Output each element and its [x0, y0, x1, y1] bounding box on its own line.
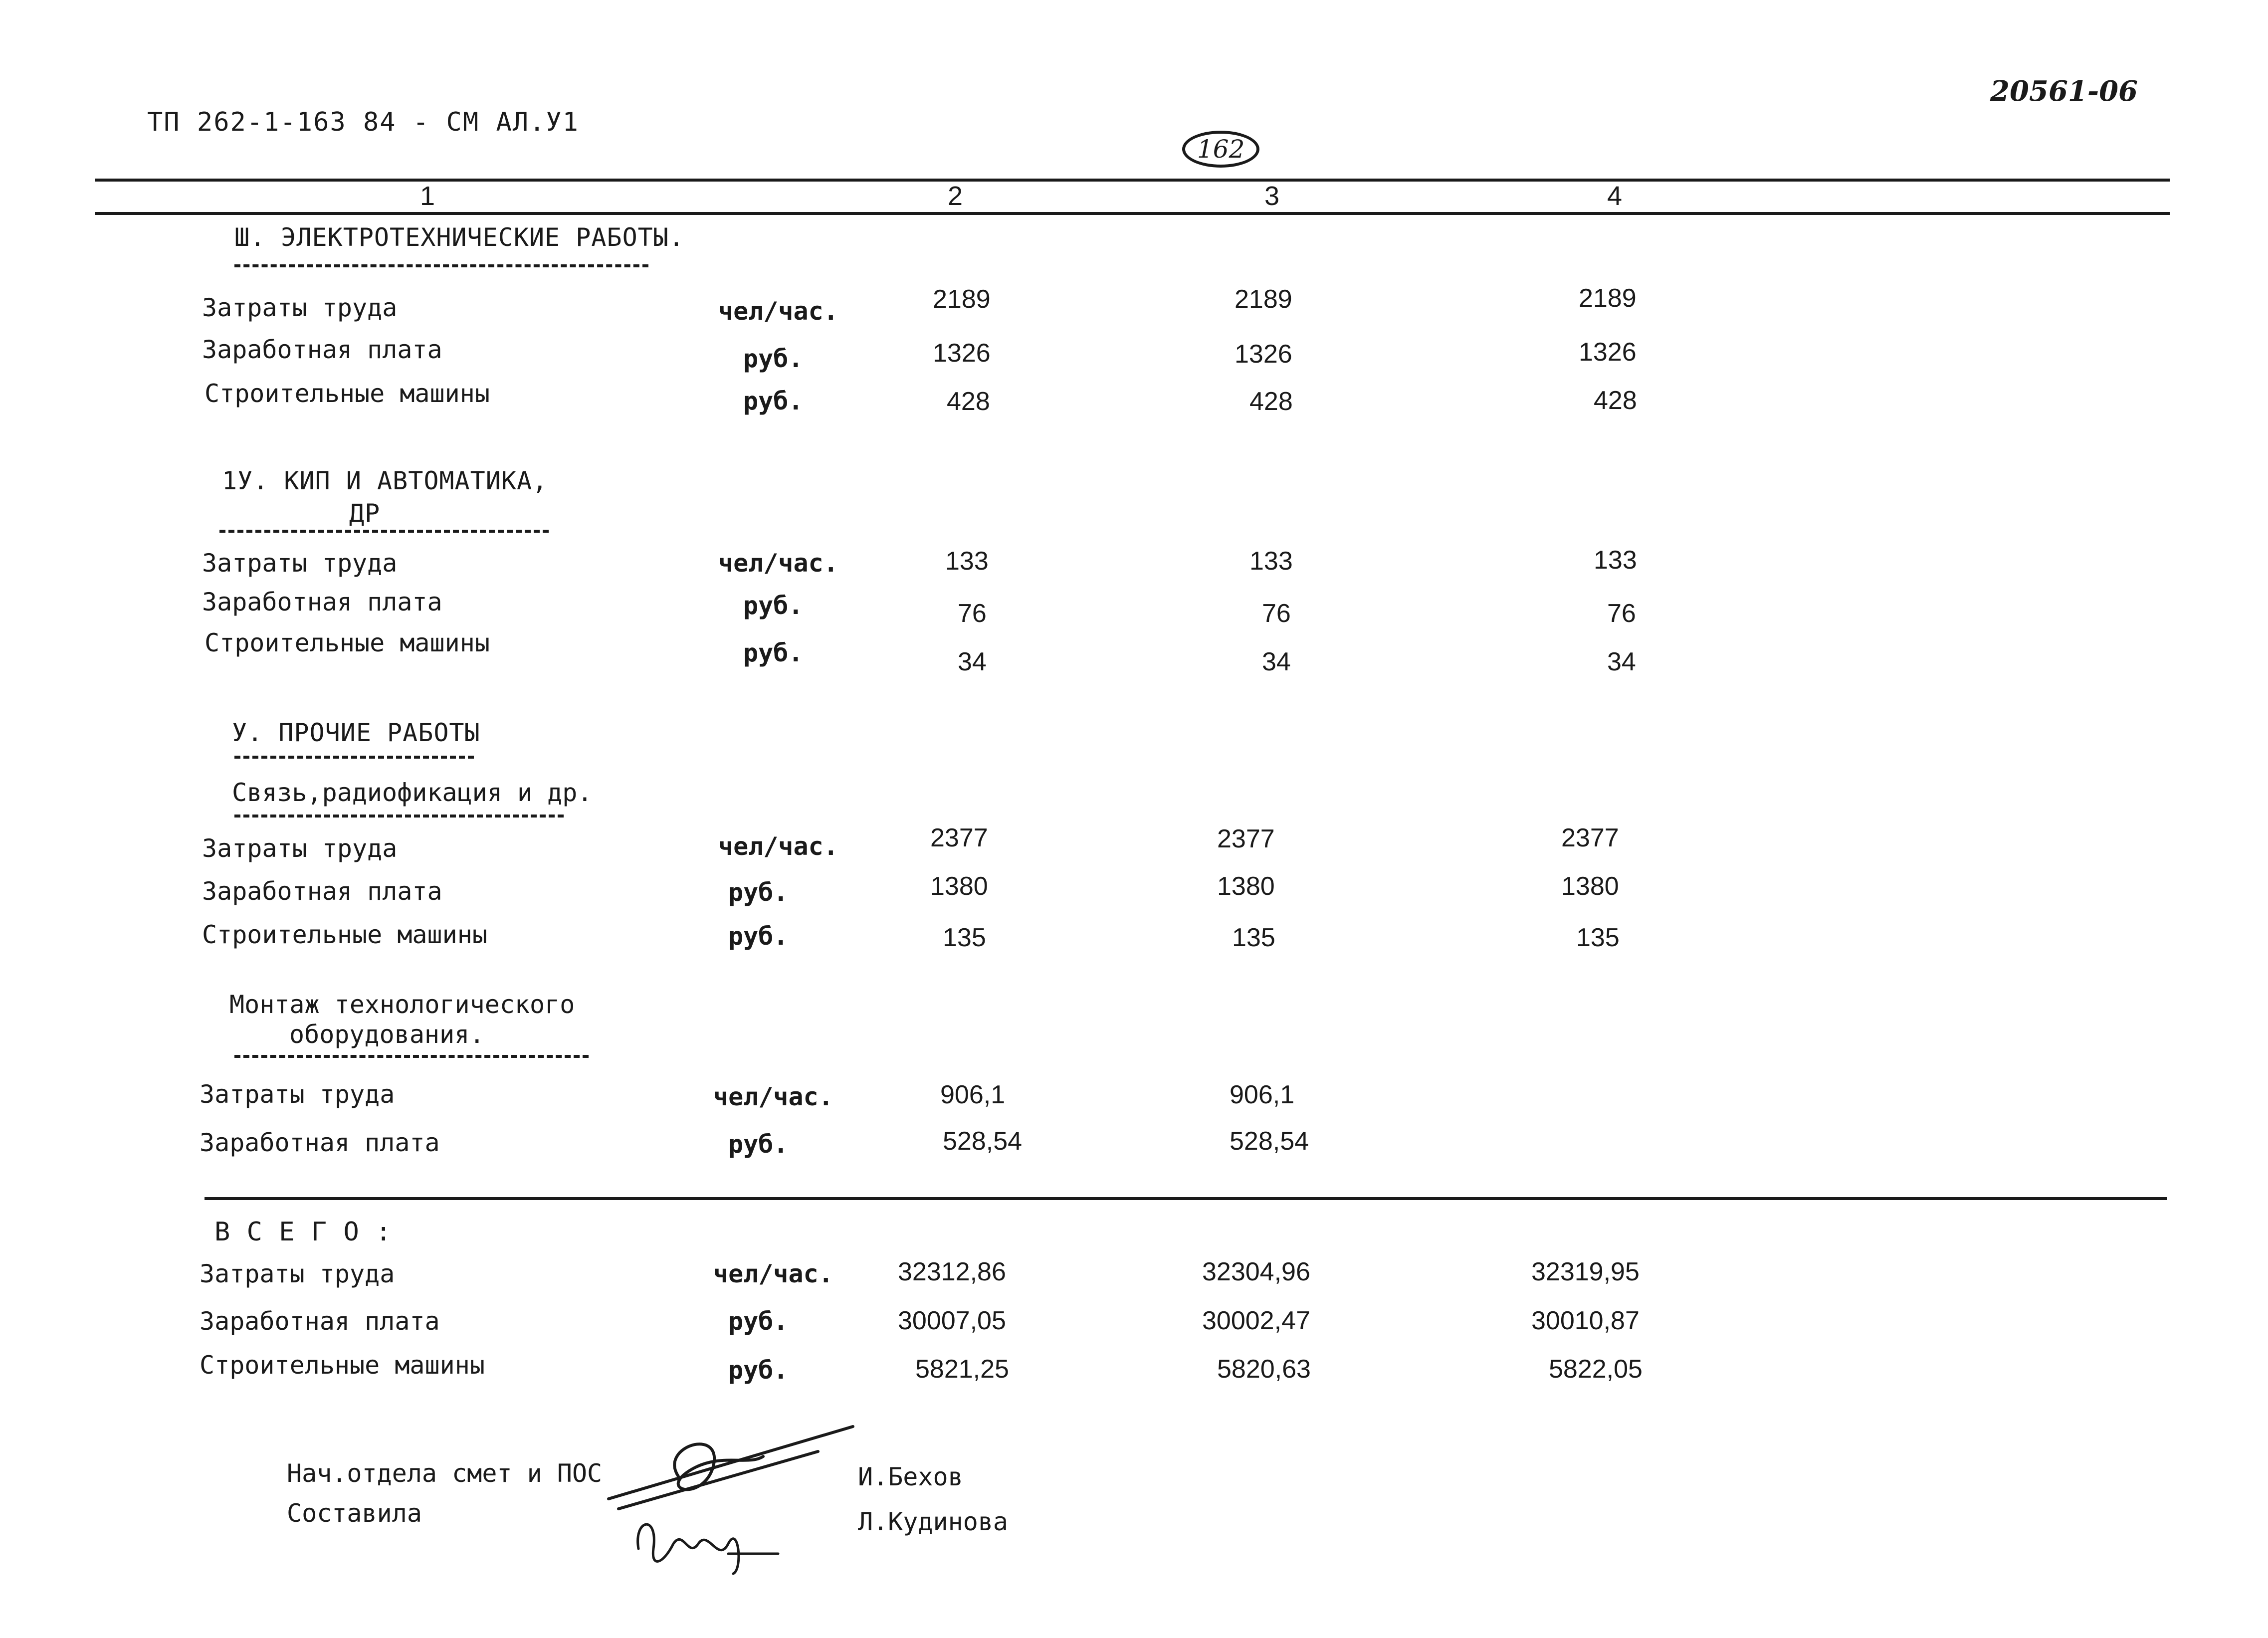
cell-col3: 2189	[1235, 285, 1292, 314]
cell-col3: 5820,63	[1217, 1355, 1311, 1384]
row-unit: руб.	[743, 387, 804, 415]
row-unit: руб.	[728, 1307, 789, 1336]
cell-col3: 1380	[1217, 872, 1275, 901]
section-title-electrical: Ш. ЭЛЕКТРОТЕХНИЧЕСКИЕ РАБОТЫ.	[234, 223, 684, 252]
cell-col2: 906,1	[940, 1080, 1006, 1109]
cell-col4: 133	[1594, 546, 1637, 575]
section-title-kip-cont: ДР	[349, 499, 381, 528]
column-header-1: 1	[420, 181, 435, 211]
row-label: Заработная плата	[200, 1128, 440, 1157]
section-underline	[234, 264, 648, 267]
row-unit: чел/час.	[718, 832, 838, 861]
cell-col2: 2377	[930, 823, 988, 852]
signatory-name: И.Бехов	[858, 1462, 963, 1491]
cell-col2: 1380	[930, 872, 988, 901]
row-label: Заработная плата	[202, 877, 442, 906]
cell-col2: 76	[958, 599, 987, 628]
row-unit: руб.	[743, 591, 804, 620]
row-label: Затраты труда	[200, 1080, 395, 1109]
cell-col2: 32312,86	[898, 1257, 1006, 1286]
cell-col4: 428	[1594, 386, 1637, 415]
cell-col3: 76	[1262, 599, 1291, 628]
cell-col2: 2189	[933, 285, 991, 314]
section-title-equipment: Монтаж технологического	[229, 990, 575, 1019]
header-rule-top	[95, 179, 2170, 182]
cell-col3: 528,54	[1230, 1127, 1309, 1156]
row-unit: руб.	[728, 1356, 789, 1385]
cell-col3: 135	[1232, 923, 1275, 952]
cell-col4: 2189	[1579, 284, 1637, 313]
cell-col3: 30002,47	[1202, 1306, 1310, 1335]
cell-col3: 428	[1249, 387, 1293, 416]
row-label: Строительные машины	[200, 1351, 485, 1380]
cell-col3: 906,1	[1230, 1080, 1295, 1109]
row-unit: чел/час.	[713, 1259, 833, 1288]
handwritten-signature-compiler	[628, 1509, 798, 1579]
row-unit: руб.	[728, 922, 789, 951]
row-label: Заработная плата	[202, 588, 442, 616]
row-label: Затраты труда	[200, 1259, 395, 1288]
cell-col4: 76	[1607, 599, 1636, 628]
cell-col3: 34	[1262, 647, 1291, 676]
cell-col4: 32319,95	[1531, 1257, 1640, 1286]
cell-col4: 1326	[1579, 338, 1637, 367]
row-label: Затраты труда	[202, 834, 398, 863]
cell-col2: 30007,05	[898, 1306, 1006, 1335]
cell-col2: 5821,25	[915, 1355, 1009, 1384]
column-header-2: 2	[948, 181, 963, 211]
cell-col2: 1326	[933, 339, 991, 368]
row-label: Затраты труда	[202, 293, 398, 322]
cell-col3: 1326	[1235, 340, 1292, 369]
column-header-4: 4	[1607, 181, 1623, 211]
row-label: Затраты труда	[202, 549, 398, 578]
handwritten-signature-head	[599, 1417, 868, 1516]
signatory-name: Л.Кудинова	[858, 1507, 1009, 1536]
row-label: Заработная плата	[200, 1307, 440, 1336]
signatory-role: Нач.отдела смет и ПОС	[287, 1459, 603, 1488]
section-title-other: У. ПРОЧИЕ РАБОТЫ	[232, 718, 480, 747]
header-rule-bottom	[95, 212, 2170, 215]
totals-rule	[205, 1197, 2167, 1200]
row-unit: руб.	[743, 344, 804, 373]
cell-col2: 34	[958, 647, 987, 676]
row-label: Заработная плата	[202, 335, 442, 364]
cell-col4: 30010,87	[1531, 1306, 1640, 1335]
cell-col2: 528,54	[943, 1127, 1023, 1156]
cell-col4: 2377	[1561, 823, 1619, 852]
cell-col4: 1380	[1561, 872, 1619, 901]
section-underline	[234, 756, 474, 759]
sheet-number: 162	[1182, 131, 1259, 168]
cell-col4: 5822,05	[1549, 1355, 1643, 1384]
row-label: Строительные машины	[202, 920, 487, 949]
row-unit: чел/час.	[713, 1082, 833, 1111]
row-unit: руб.	[728, 1130, 789, 1159]
cell-col4: 135	[1576, 923, 1620, 952]
cell-col2: 428	[947, 387, 990, 416]
section-title-kip: 1У. КИП И АВТОМАТИКА,	[222, 466, 548, 495]
cell-col4: 34	[1607, 647, 1636, 676]
section-title-equipment-cont: оборудования.	[289, 1020, 485, 1049]
section-underline	[234, 815, 564, 818]
section-subtitle: Связь,радиофикация и др.	[232, 778, 593, 807]
cell-col3: 32304,96	[1202, 1257, 1310, 1286]
row-label: Строительные машины	[205, 628, 490, 657]
row-unit: руб.	[728, 878, 789, 907]
row-unit: чел/час.	[718, 297, 838, 326]
row-unit: чел/час.	[718, 549, 838, 578]
cell-col3: 2377	[1217, 824, 1275, 853]
signatory-role: Составила	[287, 1499, 422, 1528]
cell-col2: 133	[945, 547, 989, 576]
section-underline	[234, 1055, 589, 1058]
document-code: ТП 262-1-163 84 - СМ АЛ.У1	[147, 107, 579, 137]
archive-number: 20561-06	[1990, 75, 2138, 108]
column-header-3: 3	[1264, 181, 1280, 211]
cell-col3: 133	[1249, 547, 1293, 576]
totals-title: В С Е Г О :	[214, 1217, 392, 1247]
cell-col2: 135	[943, 923, 986, 952]
section-underline	[219, 530, 549, 533]
row-unit: руб.	[743, 638, 804, 667]
row-label: Строительные машины	[205, 379, 490, 408]
